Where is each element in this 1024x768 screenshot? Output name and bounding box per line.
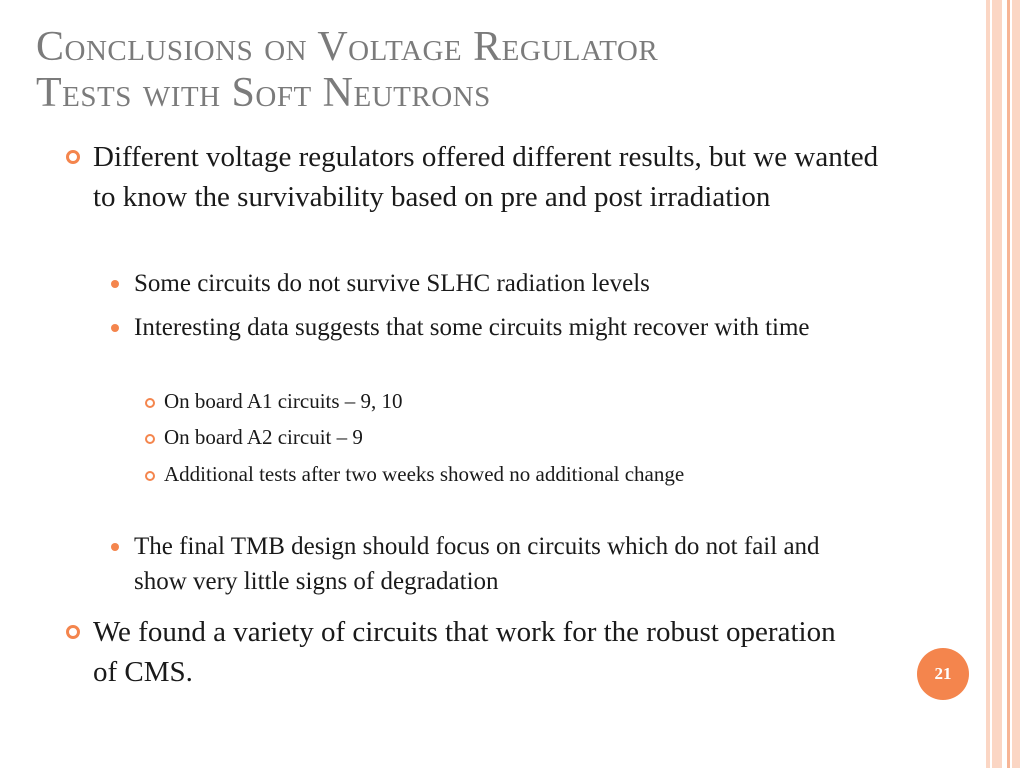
ring-bullet-icon xyxy=(145,471,155,481)
stripe-1 xyxy=(986,0,990,768)
title-line-1: Conclusions on Voltage Regulator xyxy=(36,24,659,70)
bullet-level1: Different voltage regulators offered different results, but we wanted to know the survivability based on pre and post irradiation xyxy=(93,141,879,213)
bullet-level3: On board A2 circuit – 9 xyxy=(164,425,363,449)
stripe-2 xyxy=(992,0,1002,768)
stripe-4 xyxy=(1012,0,1020,768)
bullet-level2: Some circuits do not survive SLHC radiation levels xyxy=(134,270,650,297)
decorative-stripes xyxy=(980,0,1024,768)
bullet-level3: Additional tests after two weeks showed no additional change xyxy=(164,462,685,486)
ring-bullet-icon xyxy=(145,398,155,408)
bullet-level2: Interesting data suggests that some circuits might recover with time xyxy=(134,314,810,341)
ring-bullet-icon xyxy=(145,434,155,444)
bullet-level3: On board A1 circuits – 9, 10 xyxy=(164,389,403,413)
ring-bullet-icon xyxy=(66,150,80,164)
dot-bullet-icon xyxy=(111,543,119,551)
ring-bullet-icon xyxy=(66,625,80,639)
slide-title xyxy=(36,24,936,116)
title-line-2: Tests with Soft Neutrons xyxy=(36,70,491,116)
bullet-level1: We found a variety of circuits that work for the robust operation of CMS. xyxy=(93,616,836,688)
dot-bullet-icon xyxy=(111,324,119,332)
bullet-level2: The final TMB design should focus on circuits which do not fail and show very little signs of degradation xyxy=(134,533,820,595)
page-number-badge: 21 xyxy=(917,648,969,700)
stripe-3 xyxy=(1007,0,1010,768)
dot-bullet-icon xyxy=(111,280,119,288)
